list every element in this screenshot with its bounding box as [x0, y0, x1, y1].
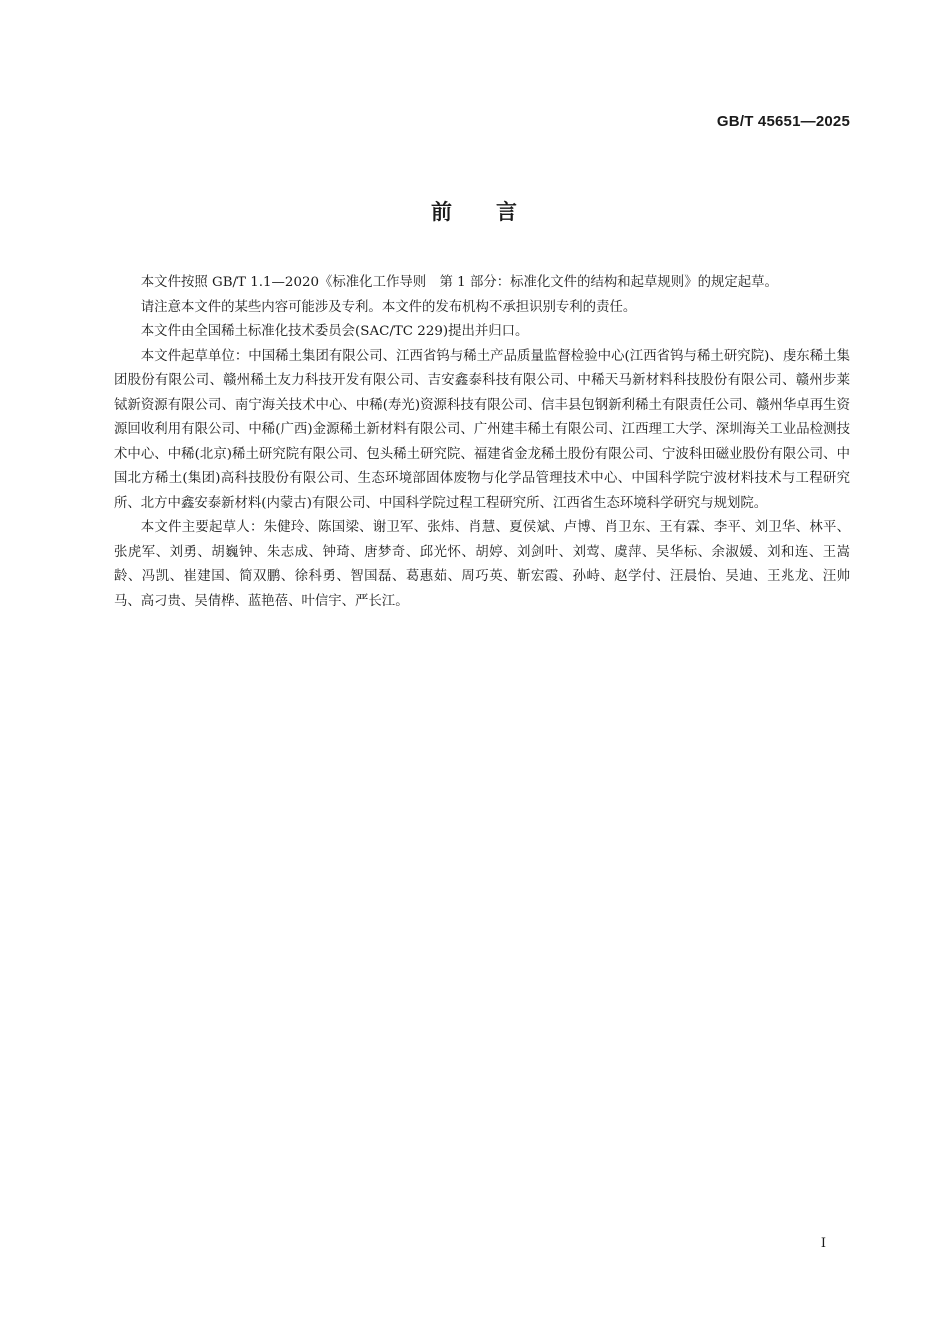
paragraph-patent-notice: 请注意本文件的某些内容可能涉及专利。本文件的发布机构不承担识别专利的责任。: [140, 299, 637, 315]
page-number: I: [820, 1236, 826, 1251]
paragraph-drafting-units: 本文件起草单位：中国稀土集团有限公司、江西省钨与稀土产品质量监督检验中心(江西省钨与稀土研究院)、虔东稀土集团股份有限公司、赣州稀土友力科技开发有限公司、吉安鑫泰科技有限公司、中稀天马新材料科技股份有限公司、赣州步莱铽新资源有限公司、南宁海关技术中心、中稀(寿光)资源科技有限公司、信丰县包钢新利稀土有限责任公司、赣州华卓再生资源回收利用有限公司、中稀(广西)金源稀土新材料有限公司、广州建丰稀土有限公司、江西理工大学、深圳海关工业品检测技术中心、中稀(北京)稀土研究院有限公司、包头稀土研究院、福建省金龙稀土股份有限公司、宁波科田磁业股份有限公司、中国北方稀土(集团)高科技股份有限公司、生态环境部固体废物与化学品管理技术中心、中国科学院宁波材料技术与工程研究所、北方中鑫安泰新材料(内蒙古)有限公司、中国科学院过程工程研究所、江西省生态环境科学研究与规划院。: [114, 348, 850, 511]
standard-number: GB/T 45651—2025: [716, 113, 850, 130]
page-title: [0, 196, 950, 226]
paragraph-drafting-rules: 本文件按照 GB/T 1.1—2020《标准化工作导则 第 1 部分：标准化文件的结构和起草规则》的规定起草。: [140, 275, 778, 290]
paragraph-drafters: 本文件主要起草人：朱健玲、陈国梁、谢卫军、张炜、肖慧、夏侯斌、卢博、肖卫东、王有霖、李平、刘卫华、林平、张虎军、刘勇、胡巍钟、朱志成、钟琦、唐梦奇、邱光怀、胡婷、刘剑叶、刘莺、虞萍、吴华标、余淑媛、刘和连、王嵩龄、冯凯、崔建国、简双鹏、徐科勇、智国磊、葛惠茹、周巧英、靳宏霞、孙峙、赵学付、汪晨怡、吴迪、王兆龙、汪帅马、高刁贵、吴倩桦、蓝艳蓓、叶信宇、严长江。: [114, 520, 850, 609]
paragraph-committee: 本文件由全国稀土标准化技术委员会(SAC/TC 229)提出并归口。: [140, 324, 529, 339]
title-char-2: 言: [496, 200, 519, 224]
title-char-1: 前: [431, 200, 454, 224]
foreword-body: [114, 271, 850, 614]
